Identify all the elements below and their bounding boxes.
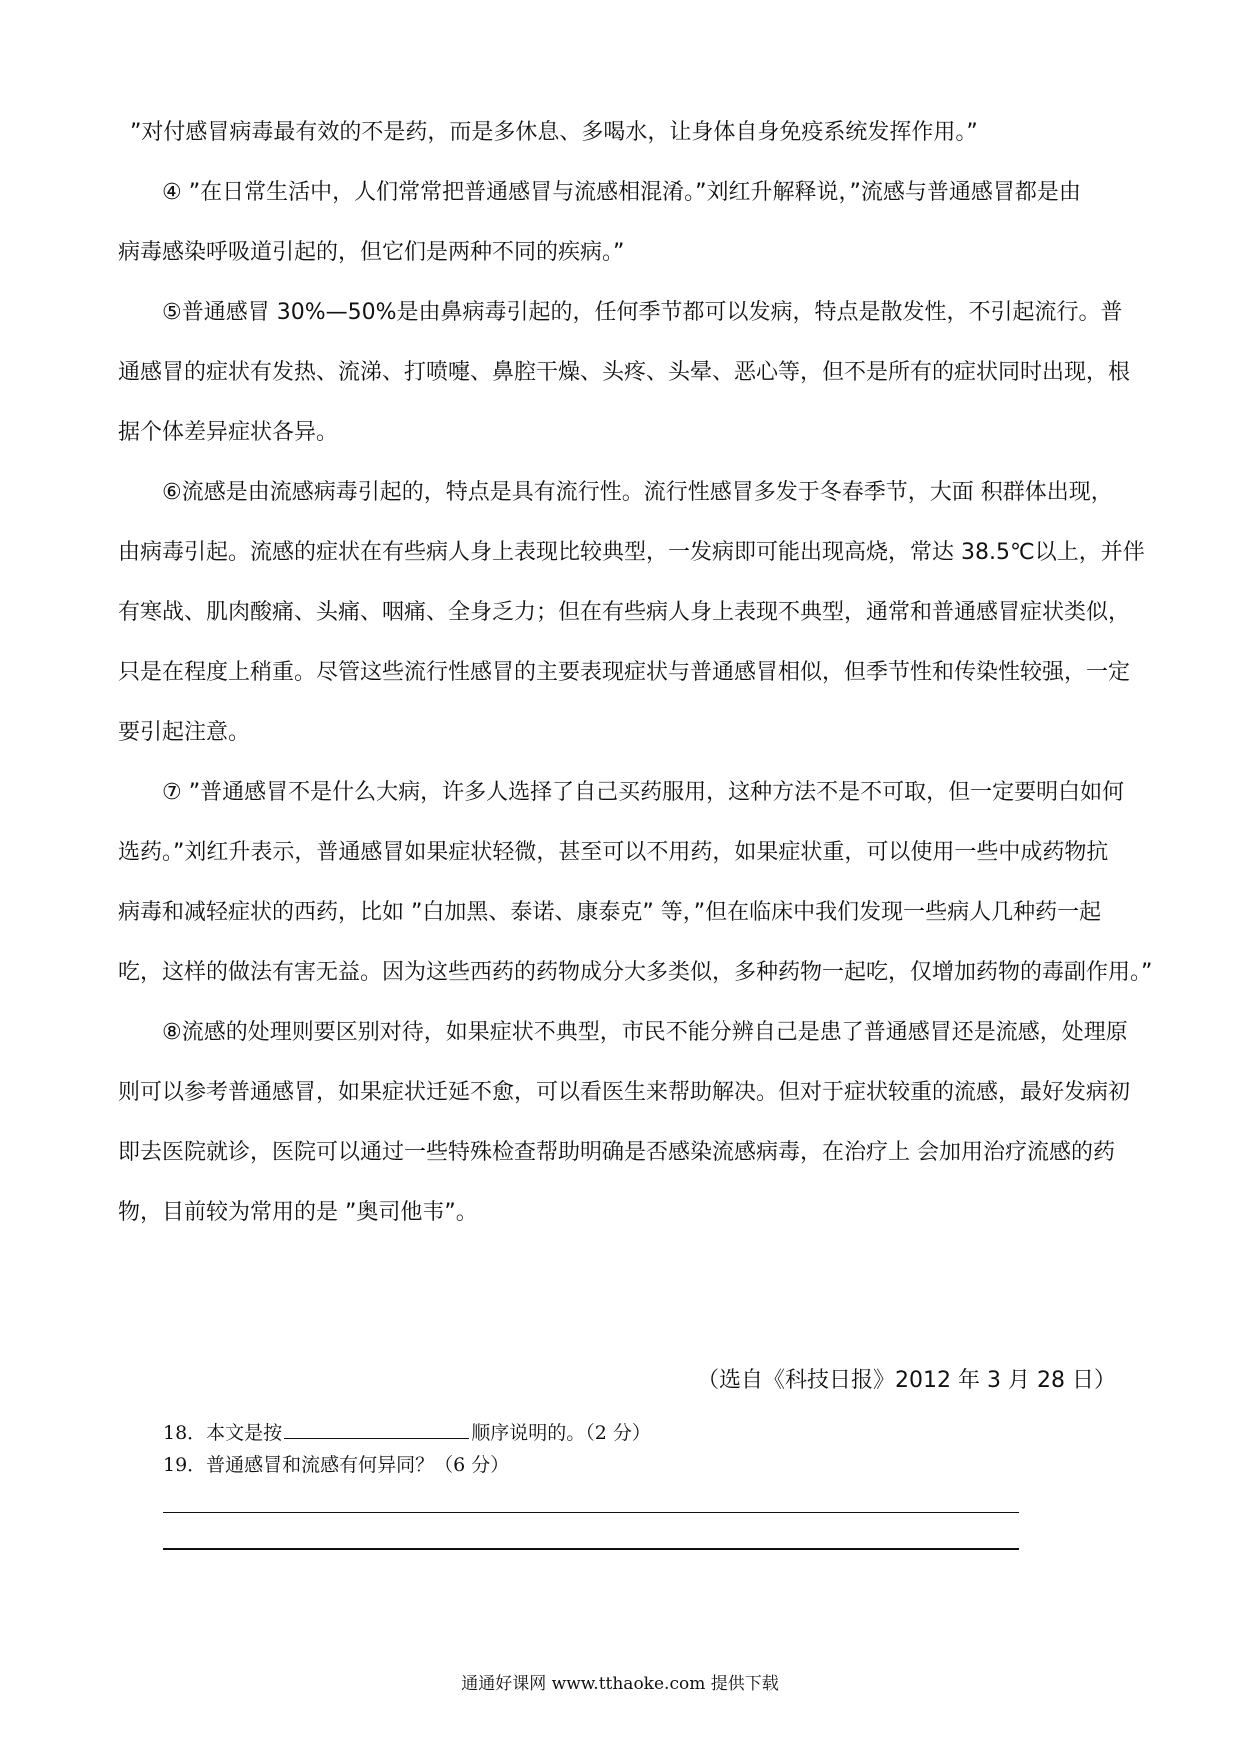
paragraph-line: 吃，这样的做法有害无益。因为这些西药的药物成分大多类似，多种药物一起吃，仅增加药物的毒副作用。” xyxy=(118,960,1153,985)
paragraph-line: ④ ”在日常生活中，人们常常把普通感冒与流感相混淆。”刘红升解释说，”流感与普通感冒都是由 xyxy=(162,180,1081,205)
paragraph-line: ⑧流感的处理则要区别对待，如果症状不典型，市民不能分辨自己是患了普通感冒还是流感，处理原 xyxy=(162,1020,1128,1045)
paragraph-line: 选药。”刘红升表示，普通感冒如果症状轻微，甚至可以不用药，如果症状重，可以使用一些中成药物抗 xyxy=(118,840,1109,865)
question-18 xyxy=(163,1420,651,1446)
footer-credit: 通通好课网 www.tthaoke.com 提供下载 xyxy=(461,1674,779,1694)
paragraph-line: 则可以参考普通感冒，如果症状迁延不愈，可以看医生来帮助解决。但对于症状较重的流感，最好发病初 xyxy=(118,1080,1131,1105)
paragraph-line: 有寒战、肌肉酸痛、头痛、咽痛、全身乏力；但在有些病人身上表现不典型，通常和普通感冒症状类似， xyxy=(118,600,1131,625)
question-18-suffix: 顺序说明的。（2 分） xyxy=(471,1422,651,1444)
paragraph-line: 只是在程度上稍重。尽管这些流行性感冒的主要表现症状与普通感冒相似，但季节性和传染性较强，一定 xyxy=(118,660,1131,685)
answer-line xyxy=(163,1512,1019,1513)
paragraph-line: 由病毒引起。流感的症状在有些病人身上表现比较典型，一发病即可能出现高烧，常达 38.5℃以上，并伴 xyxy=(118,540,1145,565)
paragraph-line: 据个体差异症状各异。 xyxy=(118,420,339,445)
paragraph-line: 要引起注意。 xyxy=(118,720,251,745)
paragraph-line: 病毒和减轻症状的西药，比如 ”白加黑、泰诺、康泰克” 等，”但在临床中我们发现一些病人几种药一起 xyxy=(118,900,1102,925)
answer-line xyxy=(163,1548,1019,1550)
paragraph-line: ”对付感冒病毒最有效的不是药，而是多休息、多喝水，让身体自身免疫系统发挥作用。” xyxy=(130,120,978,145)
answer-blank xyxy=(284,1420,469,1439)
paragraph-line: 病毒感染呼吸道引起的，但它们是两种不同的疾病。” xyxy=(118,240,625,265)
paragraph-line: 即去医院就诊，医院可以通过一些特殊检查帮助明确是否感染流感病毒，在治疗上 会加用治疗流感的药 xyxy=(118,1140,1115,1165)
question-19: 19．普通感冒和流感有何异同？（6 分） xyxy=(163,1454,510,1476)
question-18-prefix: 18．本文是按 xyxy=(163,1422,283,1444)
paragraph-line: ⑦ ”普通感冒不是什么大病，许多人选择了自己买药服用，这种方法不是不可取，但一定要明白如何 xyxy=(162,780,1125,805)
paragraph-line: 物，目前较为常用的是 ”奥司他韦”。 xyxy=(118,1200,478,1225)
source-citation: （选自《科技日报》2012 年 3 月 28 日） xyxy=(697,1368,1116,1393)
paragraph-line: 通感冒的症状有发热、流涕、打喷嚏、鼻腔干燥、头疼、头晕、恶心等，但不是所有的症状同时出现，根 xyxy=(118,360,1131,385)
paragraph-line: ⑤普通感冒 30%—50%是由鼻病毒引起的，任何季节都可以发病，特点是散发性，不引起流行。普 xyxy=(162,300,1123,325)
paragraph-line: ⑥流感是由流感病毒引起的，特点是具有流行性。流行性感冒多发于冬春季节，大面 积群体出现， xyxy=(162,480,1113,505)
